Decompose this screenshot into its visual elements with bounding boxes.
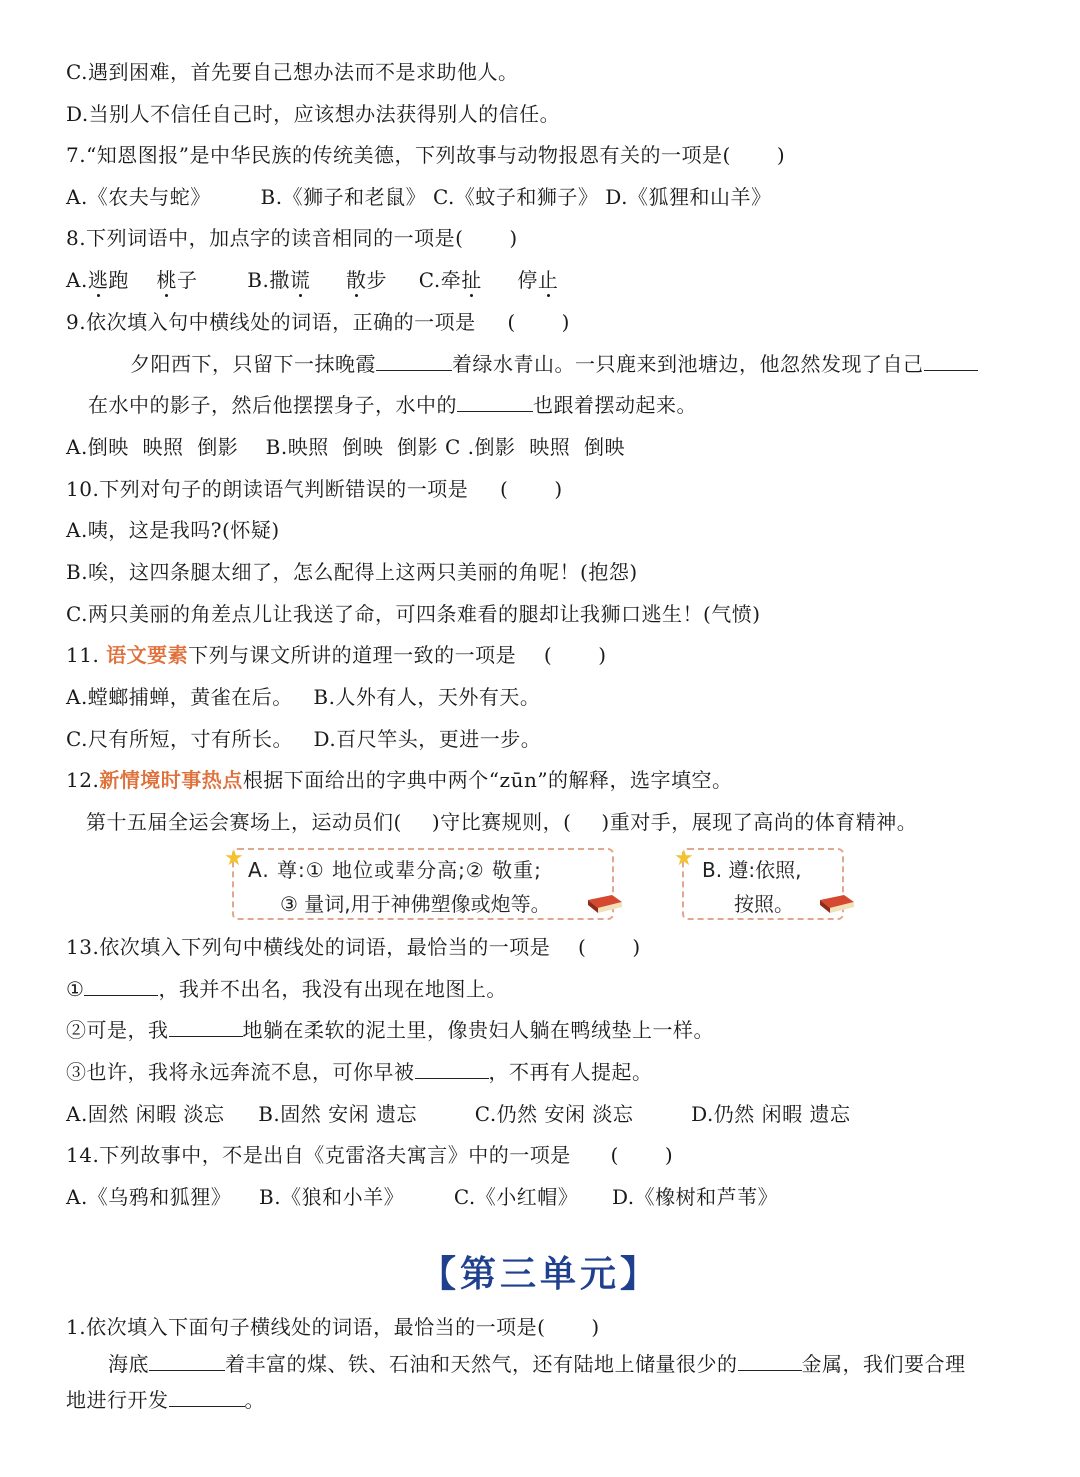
q13-option-d: D.仍然 闲暇 遗忘 xyxy=(691,1102,851,1126)
q8-char: 牵 xyxy=(440,268,462,292)
q8-option-b-label: B. xyxy=(247,268,270,292)
question-10-paren-close: ) xyxy=(554,477,563,501)
answer-blank xyxy=(149,1350,225,1371)
dotted-char: 散 xyxy=(346,268,367,292)
q6-option-d: D.当别人不信任自己时，应该想办法获得别人的信任。 xyxy=(66,102,561,126)
q13-text: ① xyxy=(66,977,85,1001)
question-14-paren-close: ) xyxy=(664,1143,674,1167)
answer-blank xyxy=(169,1016,243,1037)
q14-option-c: C.《小红帽》 xyxy=(453,1185,579,1209)
question-12 xyxy=(66,766,733,794)
dictionary-entry-a-line1: A. 尊:① 地位或辈分高;② 敬重; xyxy=(248,858,542,882)
question-13-paren-close: ) xyxy=(632,935,641,959)
question-11-number: 11. xyxy=(66,643,100,667)
q8-char: 步 xyxy=(366,268,388,292)
q13-sentence-2 xyxy=(66,1016,714,1044)
dictionary-entry-a-line2: ③ 量词,用于神佛塑像或炮等。 xyxy=(280,892,551,916)
answer-blank xyxy=(457,391,533,412)
q14-option-b: B.《狼和小羊》 xyxy=(259,1185,405,1209)
q7-option-c: C.《蚊子和狮子》 xyxy=(432,185,599,209)
question-10 xyxy=(66,475,563,503)
q10-option-a: A.咦，这是我吗?(怀疑) xyxy=(66,518,280,542)
q13-option-a: A.固然 闲暇 淡忘 xyxy=(66,1102,225,1126)
answer-blank xyxy=(415,1058,489,1079)
unit3-question-1 xyxy=(66,1313,600,1341)
dotted-char: 谎 xyxy=(289,268,311,292)
question-8-text: 8.下列词语中，加点字的读音相同的一项是( xyxy=(66,226,464,250)
answer-blank xyxy=(169,1386,245,1407)
question-8 xyxy=(66,224,518,252)
question-8-paren: ) xyxy=(509,226,518,250)
question-11-text: 下列与课文所讲的道理一致的一项是 xyxy=(188,643,517,667)
question-12-text: 根据下面给出的字典中两个“zūn”的解释，选字填空。 xyxy=(242,768,733,792)
q13-text: ②可是，我 xyxy=(66,1018,169,1042)
category-tag: 新情境时事热点 xyxy=(99,768,243,792)
u3q1-text: 着丰富的煤、铁、石油和天然气，还有陆地上储量很少的 xyxy=(225,1352,738,1376)
question-11 xyxy=(66,641,607,669)
q13-sentence-1 xyxy=(66,975,507,1003)
question-14-text: 14.下列故事中，不是出自《克雷洛夫寓言》中的一项是 xyxy=(66,1143,571,1167)
q12-text: )守比赛规则，( xyxy=(431,810,572,834)
unit3-question-1-paren: ) xyxy=(591,1315,600,1339)
q9-text: 在水中的影子，然后他摆摆身子，水中的 xyxy=(88,393,457,417)
question-9-passage-1 xyxy=(130,350,978,378)
question-7-paren: ) xyxy=(776,143,786,167)
q9-text: 着绿水青山。一只鹿来到池塘边，他忽然发现了自己 xyxy=(452,352,924,376)
q13-text: ③也许，我将永远奔流不息，可你早被 xyxy=(66,1060,415,1084)
q7-option-a: A.《农夫与蛇》 xyxy=(66,185,211,209)
u3q1-text: 金属，我们要合理 xyxy=(801,1352,966,1376)
q12-text: 第十五届全运会赛场上，运动员们( xyxy=(86,810,402,834)
q11-options-cd: C.尺有所短，寸有所长。 D.百尺竿头，更进一步。 xyxy=(66,727,542,751)
category-tag: 语文要素 xyxy=(106,643,189,667)
question-14 xyxy=(66,1141,673,1169)
question-9-passage-2 xyxy=(88,391,697,419)
question-13-text: 13.依次填入下列句中横线处的词语，最恰当的一项是 xyxy=(66,935,551,959)
question-14-options xyxy=(66,1183,778,1211)
question-9 xyxy=(66,308,570,336)
question-10-paren-open: ( xyxy=(500,477,509,501)
question-10-text: 10.下列对句子的朗读语气判断错误的一项是 xyxy=(66,477,469,501)
q8-option-a-label: A. xyxy=(66,268,88,292)
q10-option-b: B.唉，这四条腿太细了，怎么配得上这两只美丽的角呢！(抱怨) xyxy=(66,560,638,584)
answer-blank xyxy=(924,350,978,371)
question-8-options xyxy=(66,266,558,294)
q13-option-c: C.仍然 安闲 淡忘 xyxy=(474,1102,634,1126)
dotted-char: 桃 xyxy=(156,268,178,292)
q8-char: 停 xyxy=(517,268,538,292)
question-12-number: 12. xyxy=(66,768,100,792)
question-11-paren-open: ( xyxy=(543,643,553,667)
q6-option-c: C.遇到困难，首先要自己想办法而不是求助他人。 xyxy=(66,60,519,84)
q14-option-d: D.《橡树和芦苇》 xyxy=(611,1185,779,1209)
unit3-q1-passage-2 xyxy=(66,1386,265,1414)
dictionary-card-a xyxy=(224,846,614,920)
q14-option-a: A.《乌鸦和狐狸》 xyxy=(66,1185,232,1209)
q11-options-ab: A.螳螂捕蝉，黄雀在后。 B.人外有人，天外有天。 xyxy=(66,685,541,709)
question-13-options xyxy=(66,1100,851,1128)
u3q1-text: 海底 xyxy=(108,1352,149,1376)
question-11-paren-close: ) xyxy=(598,643,607,667)
star-icon: ★ xyxy=(674,846,694,871)
book-icon xyxy=(818,894,856,914)
question-13 xyxy=(66,933,641,961)
question-7 xyxy=(66,141,785,169)
question-9-options: A.倒映 映照 倒影 B.映照 倒映 倒影 C .倒影 映照 倒映 xyxy=(66,435,625,459)
q8-option-c-label: C. xyxy=(418,268,441,292)
u3q1-text: 。 xyxy=(244,1388,265,1412)
question-13-paren-open: ( xyxy=(578,935,587,959)
question-7-options xyxy=(66,183,771,211)
answer-blank xyxy=(376,350,452,371)
unit3-q1-passage-1 xyxy=(108,1350,966,1378)
dictionary-entry-b-line1: B. 遵:依照, xyxy=(702,858,802,882)
dotted-char: 扯 xyxy=(461,268,482,292)
question-14-paren-open: ( xyxy=(610,1143,619,1167)
dotted-char: 止 xyxy=(537,268,559,292)
dictionary-card-b xyxy=(674,846,844,920)
q13-sentence-3 xyxy=(66,1058,653,1086)
q8-char: 跑 xyxy=(108,268,129,292)
question-9-paren-open: ( xyxy=(507,310,516,334)
q10-option-c: C.两只美丽的角差点儿让我送了命，可四条难看的腿却让我狮口逃生！(气愤) xyxy=(66,602,761,626)
unit3-question-1-text: 1.依次填入下面句子横线处的词语，最恰当的一项是( xyxy=(66,1315,546,1339)
answer-blank xyxy=(738,1350,802,1371)
q8-char: 撒 xyxy=(269,268,290,292)
q7-option-b: B.《狮子和老鼠》 xyxy=(260,185,427,209)
answer-blank xyxy=(84,975,158,996)
question-12-sentence xyxy=(86,808,917,836)
q9-text: 夕阳西下，只留下一抹晚霞 xyxy=(130,352,376,376)
unit-heading: 【第三单元】 xyxy=(419,1254,660,1295)
q13-option-b: B.固然 安闲 遗忘 xyxy=(258,1102,418,1126)
question-7-text: 7.“知恩图报”是中华民族的传统美德，下列故事与动物报恩有关的一项是( xyxy=(66,143,731,167)
q13-text: ，不再有人提起。 xyxy=(488,1060,653,1084)
q13-text: ，我并不出名，我没有出现在地图上。 xyxy=(158,977,507,1001)
q8-char: 子 xyxy=(177,268,198,292)
u3q1-text: 地进行开发 xyxy=(66,1388,169,1412)
q7-option-d: D.《狐狸和山羊》 xyxy=(605,185,772,209)
dotted-char: 逃 xyxy=(87,268,109,292)
dictionary-entry-b-line2: 按照。 xyxy=(734,892,794,916)
book-icon xyxy=(586,894,624,914)
star-icon: ★ xyxy=(224,846,244,871)
q13-text: 地躺在柔软的泥土里，像贵妇人躺在鸭绒垫上一样。 xyxy=(242,1018,714,1042)
question-9-text: 9.依次填入句中横线处的词语，正确的一项是 xyxy=(66,310,476,334)
q12-text: )重对手，展现了高尚的体育精神。 xyxy=(601,810,918,834)
question-9-paren-close: ) xyxy=(561,310,570,334)
q9-text: 也跟着摆动起来。 xyxy=(533,393,697,417)
